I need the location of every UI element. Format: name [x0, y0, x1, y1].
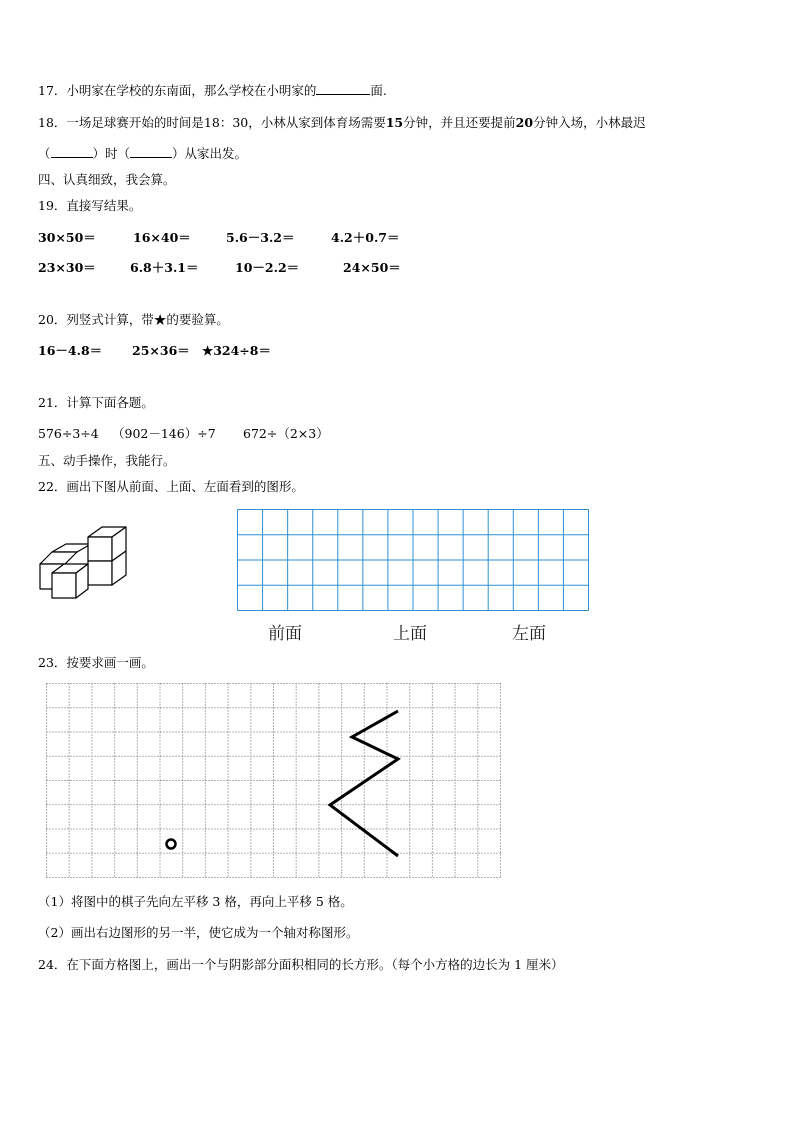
- question-19: [38, 197, 141, 215]
- question-number: 22．: [38, 479, 67, 494]
- minute-blank[interactable]: [130, 146, 172, 158]
- view-label-front: 前面: [268, 624, 302, 644]
- paren: ）时（: [92, 146, 131, 161]
- calc-item: （902－146）÷7: [112, 426, 216, 441]
- view-label-top: 上面: [393, 624, 427, 644]
- hour-blank[interactable]: [51, 146, 93, 158]
- calc-item: 4.2＋0.7＝: [331, 230, 400, 245]
- cube-face: [52, 573, 76, 598]
- question-number: 21．: [38, 395, 67, 410]
- answer-blank[interactable]: [316, 83, 370, 95]
- question-18: [38, 114, 646, 132]
- drawing-grid-blue[interactable]: [237, 509, 589, 611]
- cube-stack-figure: [36, 524, 136, 604]
- cube-face: [52, 544, 91, 552]
- calc-item: 16×40＝: [133, 230, 191, 245]
- question-text: 分钟入场，小林最迟: [533, 115, 646, 130]
- question-text: 列竖式计算，带★的要验算。: [66, 312, 229, 327]
- calc-item: 23×30＝: [38, 260, 96, 275]
- calc-item: 576÷3÷4: [38, 426, 99, 441]
- calc-item: 24×50＝: [343, 260, 401, 275]
- calc-item: 16－4.8＝: [38, 343, 103, 358]
- paren: （: [38, 146, 51, 161]
- minutes-value: 15: [385, 115, 404, 130]
- question-text: 在下面方格图上，画出一个与阴影部分面积相同的长方形。（每个小方格的边长为 1 厘米）: [66, 957, 564, 972]
- calc-item: 30×50＝: [38, 230, 96, 245]
- calc-item: 5.6－3.2＝: [226, 230, 295, 245]
- section-5-heading: 五、动手操作，我能行。: [38, 453, 176, 468]
- question-number: 23．: [38, 655, 67, 670]
- view-label-left: 左面: [512, 624, 546, 644]
- cube-face: [88, 537, 112, 561]
- question-text: 一场足球赛开始的时间是18：30，小林从家到体育场需要: [66, 115, 386, 130]
- question-18-line2: [38, 145, 247, 163]
- cube-face: [88, 561, 112, 585]
- cube-face: [40, 552, 77, 564]
- question-24: [38, 956, 564, 974]
- question-text-end: 面.: [370, 83, 387, 98]
- question-text: 分钟，并且还要提前: [403, 115, 516, 130]
- question-23: [38, 654, 154, 672]
- calc-item: 25×36＝: [132, 343, 190, 358]
- question-text: 画出下图从前面、上面、左面看到的图形。: [66, 479, 304, 494]
- question-number: 20．: [38, 312, 67, 327]
- calc-item: 6.8＋3.1＝: [130, 260, 199, 275]
- question-number: 24．: [38, 957, 67, 972]
- calc-item: 10－2.2＝: [235, 260, 300, 275]
- question-text: 计算下面各题。: [66, 395, 154, 410]
- question-23-sub1: （1）将图中的棋子先向左平移 3 格，再向上平移 5 格。: [38, 894, 353, 909]
- section-4-heading: 四、认真细致，我会算。: [38, 172, 176, 187]
- question-22: [38, 478, 304, 496]
- question-text: 小明家在学校的东南面，那么学校在小明家的: [66, 83, 317, 98]
- minutes-value: 20: [515, 115, 534, 130]
- question-21: [38, 394, 154, 412]
- question-23-sub2: （2）画出右边图形的另一半，使它成为一个轴对称图形。: [38, 925, 359, 940]
- question-text: 按要求画一画。: [66, 655, 154, 670]
- chess-piece[interactable]: [167, 840, 176, 849]
- question-text-end: ）从家出发。: [172, 146, 248, 161]
- drawing-grid-dotted[interactable]: [46, 683, 502, 879]
- question-20: [38, 311, 229, 329]
- question-number: 19．: [38, 198, 67, 213]
- calc-item: 672÷（2×3）: [243, 426, 329, 441]
- question-number: 17．: [38, 83, 67, 98]
- question-17: [38, 82, 387, 100]
- question-number: 18．: [38, 115, 67, 130]
- question-text: 直接写结果。: [66, 198, 142, 213]
- calc-item: ★324÷8＝: [202, 343, 271, 358]
